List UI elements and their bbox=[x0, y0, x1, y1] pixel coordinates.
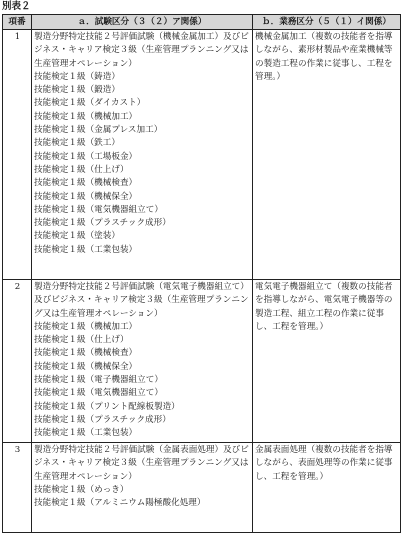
exam-line: 技能検定１級（機械加工） bbox=[34, 111, 138, 122]
exam-line: 技能検定１級（プラスチック成形） bbox=[34, 218, 171, 229]
table-caption: 別表２ bbox=[2, 1, 31, 12]
exam-line: 技能検定１級（工業包装） bbox=[34, 428, 138, 439]
exam-line: 技能検定１級（鋳造） bbox=[34, 71, 120, 82]
exam-line: 技能検定１級（機械保全） bbox=[34, 361, 138, 372]
exam-line: 技能検定１級（仕上げ） bbox=[34, 335, 129, 346]
header-work-category: ｂ．業務区分（５（１）イ関係） bbox=[253, 15, 401, 30]
exam-line: 技能検定１級（工業包装） bbox=[34, 244, 138, 255]
exam-line: 技能検定１級（機械検査） bbox=[34, 348, 138, 359]
exam-line: 技能検定１級（機械加工） bbox=[34, 321, 138, 332]
exam-line: 技能検定１級（電気機器組立て） bbox=[34, 204, 163, 215]
exam-line: 技能検定１級（鉄工） bbox=[34, 138, 120, 149]
exam-line: 製造分野特定技能２号評価試験（機械金属加工）及びビジネス・キャリア検定３級（生産管理プランニング又は生産管理オペレーション） bbox=[34, 32, 249, 69]
exam-category-cell bbox=[32, 30, 253, 280]
header-row bbox=[3, 15, 401, 30]
exam-line: 技能検定１級（機械検査） bbox=[34, 178, 138, 189]
work-text: 電気電子機器組立て（複数の技能者を指導しながら、電気電子機器等の製造工程、組立工程の作業に従事し、工程を管理。） bbox=[255, 282, 393, 332]
row-number: 3 bbox=[3, 443, 32, 533]
exam-line: 技能検定１級（めっき） bbox=[34, 484, 129, 495]
exam-category-cell bbox=[32, 280, 253, 443]
work-category-cell bbox=[253, 443, 401, 533]
exam-line: 技能検定１級（ダイカスト） bbox=[34, 98, 146, 109]
exam-line: 技能検定１級（鍛造） bbox=[34, 85, 120, 96]
exam-line: 技能検定１級（プラスチック成形） bbox=[34, 414, 171, 425]
table-row bbox=[3, 30, 401, 280]
exam-line: 技能検定１級（電子機器組立て） bbox=[34, 375, 163, 386]
work-text: 機械金属加工（複数の技能者を指導しながら、素形材製品や産業機械等の製造工程の作業に従事し、工程を管理。） bbox=[255, 32, 393, 82]
work-category-cell bbox=[253, 280, 401, 443]
exam-line: 技能検定１級（金属プレス加工） bbox=[34, 125, 163, 136]
exam-line: 技能検定１級（工場板金） bbox=[34, 151, 138, 162]
exam-line: 製造分野特定技能２号評価試験（金属表面処理）及びビジネス・キャリア検定３級（生産管理プランニング又は生産管理オペレーション） bbox=[34, 445, 249, 482]
row-number: 2 bbox=[3, 280, 32, 443]
work-text: 金属表面処理（複数の技能者を指導しながら、表面処理等の作業に従事し、工程を管理。） bbox=[255, 445, 393, 482]
exam-line: 技能検定１級（プリント配線板製造） bbox=[34, 401, 180, 412]
exam-line: 技能検定１級（塗装） bbox=[34, 231, 120, 242]
table-row bbox=[3, 280, 401, 443]
qualification-table bbox=[2, 14, 401, 533]
header-item-no: 項番 bbox=[3, 15, 32, 30]
exam-category-cell bbox=[32, 443, 253, 533]
header-exam-category: ａ．試験区分（３（２）ア関係） bbox=[32, 15, 253, 30]
exam-line: 技能検定１級（仕上げ） bbox=[34, 164, 129, 175]
work-category-cell bbox=[253, 30, 401, 280]
exam-line: 技能検定１級（アルミニウム陽極酸化処理） bbox=[34, 498, 206, 509]
exam-line: 技能検定１級（電気機器組立て） bbox=[34, 388, 163, 399]
table-row bbox=[3, 443, 401, 533]
row-number: 1 bbox=[3, 30, 32, 280]
exam-line: 製造分野特定技能２号評価試験（電気電子機器組立て）及びビジネス・キャリア検定３級（生産管理プランニング又は生産管理オペレーション） bbox=[34, 282, 249, 319]
exam-line: 技能検定１級（機械保全） bbox=[34, 191, 138, 202]
